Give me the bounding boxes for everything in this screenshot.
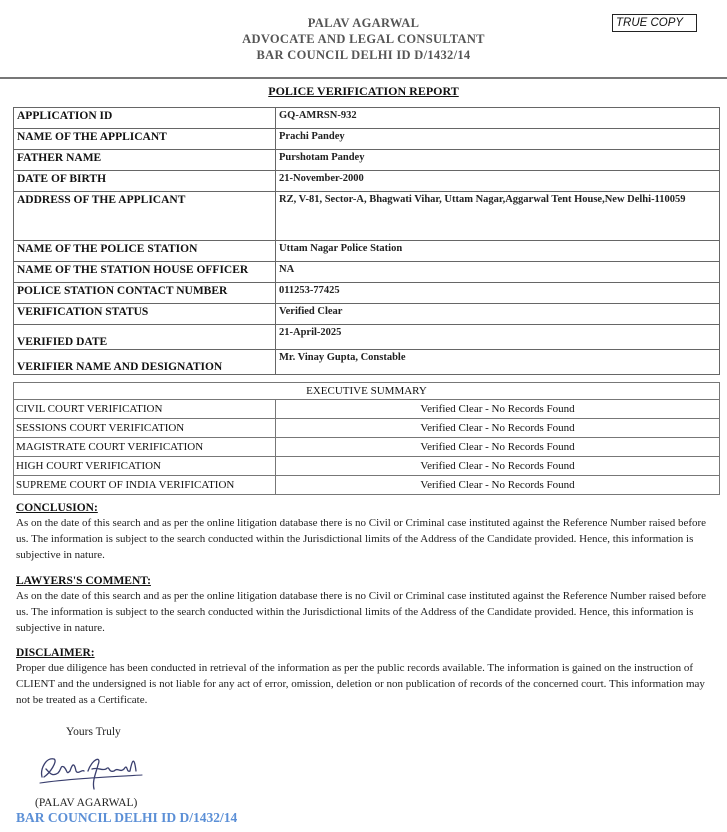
table-row [14,325,720,350]
table-row [14,241,720,262]
court-status: Verified Clear - No Records Found [276,438,720,457]
signature-image [36,747,146,792]
field-value: 21-November-2000 [276,171,720,192]
field-value: RZ, V-81, Sector-A, Bhagwati Vihar, Uttam Nagar,Aggarwal Tent House,New Delhi-110059 [276,192,720,241]
field-label: NAME OF THE POLICE STATION [14,241,276,262]
field-value: NA [276,262,720,283]
court-status: Verified Clear - No Records Found [276,476,720,495]
conclusion-section [16,501,716,563]
field-label: VERIFIED DATE [14,325,276,350]
disclaimer-text: Proper due diligence has been conducted in retrieval of the information as per the public records available. The information is gained on the instruction of CLIENT and the undersigned is not liable for any act of error, omission, deletion or non publication of records of the concerned court. This information may not be treated as a Certificate. [16,662,705,706]
table-row [14,283,720,304]
court-label: HIGH COURT VERIFICATION [14,457,276,476]
field-label: VERIFICATION STATUS [14,304,276,325]
court-status: Verified Clear - No Records Found [276,457,720,476]
signatory-bar-council-id: BAR COUNCIL DELHI ID D/1432/14 [16,810,238,825]
court-label: SUPREME COURT OF INDIA VERIFICATION [14,476,276,495]
disclaimer-section [16,646,716,708]
field-label: NAME OF THE STATION HOUSE OFFICER [14,262,276,283]
applicant-details-table [13,107,720,375]
table-row [14,457,720,476]
table-row [14,262,720,283]
executive-summary-title: EXECUTIVE SUMMARY [14,383,720,400]
header-divider [0,77,727,79]
advocate-designation: ADVOCATE AND LEGAL CONSULTANT [242,32,485,46]
signatory-name: (PALAV AGARWAL) [35,797,138,809]
table-row [14,400,720,419]
table-row [14,108,720,129]
field-value: 21-April-2025 [276,325,720,350]
lawyers-comment-section [16,574,716,636]
court-label: SESSIONS COURT VERIFICATION [14,419,276,438]
lawyers-comment-title: LAWYERS'S COMMENT: [16,575,151,587]
field-value: GQ-AMRSN-932 [276,108,720,129]
court-label: CIVIL COURT VERIFICATION [14,400,276,419]
true-copy-stamp: TRUE COPY [612,14,697,32]
executive-summary-table [13,382,720,495]
court-status: Verified Clear - No Records Found [276,419,720,438]
field-label: ADDRESS OF THE APPLICANT [14,192,276,241]
conclusion-text: As on the date of this search and as per the online litigation database there is no Civil or Criminal case instituted against the Reference Number raised before us. The information is subject to the search conducted within the Jurisdictional limits of the Address of the Candidate provided. Hence, this information is subjective in nature. [16,517,707,561]
field-label: VERIFIER NAME AND DESIGNATION [14,350,276,375]
field-value: Mr. Vinay Gupta, Constable [276,350,720,375]
table-header-row [14,383,720,400]
court-label: MAGISTRATE COURT VERIFICATION [14,438,276,457]
field-label: NAME OF THE APPLICANT [14,129,276,150]
field-value: Verified Clear [276,304,720,325]
bar-council-id: BAR COUNCIL DELHI ID D/1432/14 [256,48,471,62]
table-row [14,304,720,325]
field-label: POLICE STATION CONTACT NUMBER [14,283,276,304]
advocate-name: PALAV AGARWAL [307,16,420,30]
conclusion-title: CONCLUSION: [16,502,98,514]
table-row [14,192,720,241]
table-row [14,476,720,495]
table-row [14,150,720,171]
field-label: APPLICATION ID [14,108,276,129]
field-value: 011253-77425 [276,283,720,304]
table-row [14,419,720,438]
field-value: Purshotam Pandey [276,150,720,171]
table-row [14,438,720,457]
table-row [14,171,720,192]
field-value: Prachi Pandey [276,129,720,150]
disclaimer-title: DISCLAIMER: [16,647,95,659]
table-row [14,350,720,375]
closing-salutation: Yours Truly [66,726,121,738]
field-label: FATHER NAME [14,150,276,171]
lawyers-comment-text: As on the date of this search and as per the online litigation database there is no Civil or Criminal case instituted against the Reference Number raised before us. The information is subject to the search conducted within the Jurisdictional limits of the Address of the Candidate provided. Hence, this information is subjective in nature. [16,590,707,634]
table-row [14,129,720,150]
field-label: DATE OF BIRTH [14,171,276,192]
court-status: Verified Clear - No Records Found [276,400,720,419]
report-title: POLICE VERIFICATION REPORT [268,84,459,98]
field-value: Uttam Nagar Police Station [276,241,720,262]
